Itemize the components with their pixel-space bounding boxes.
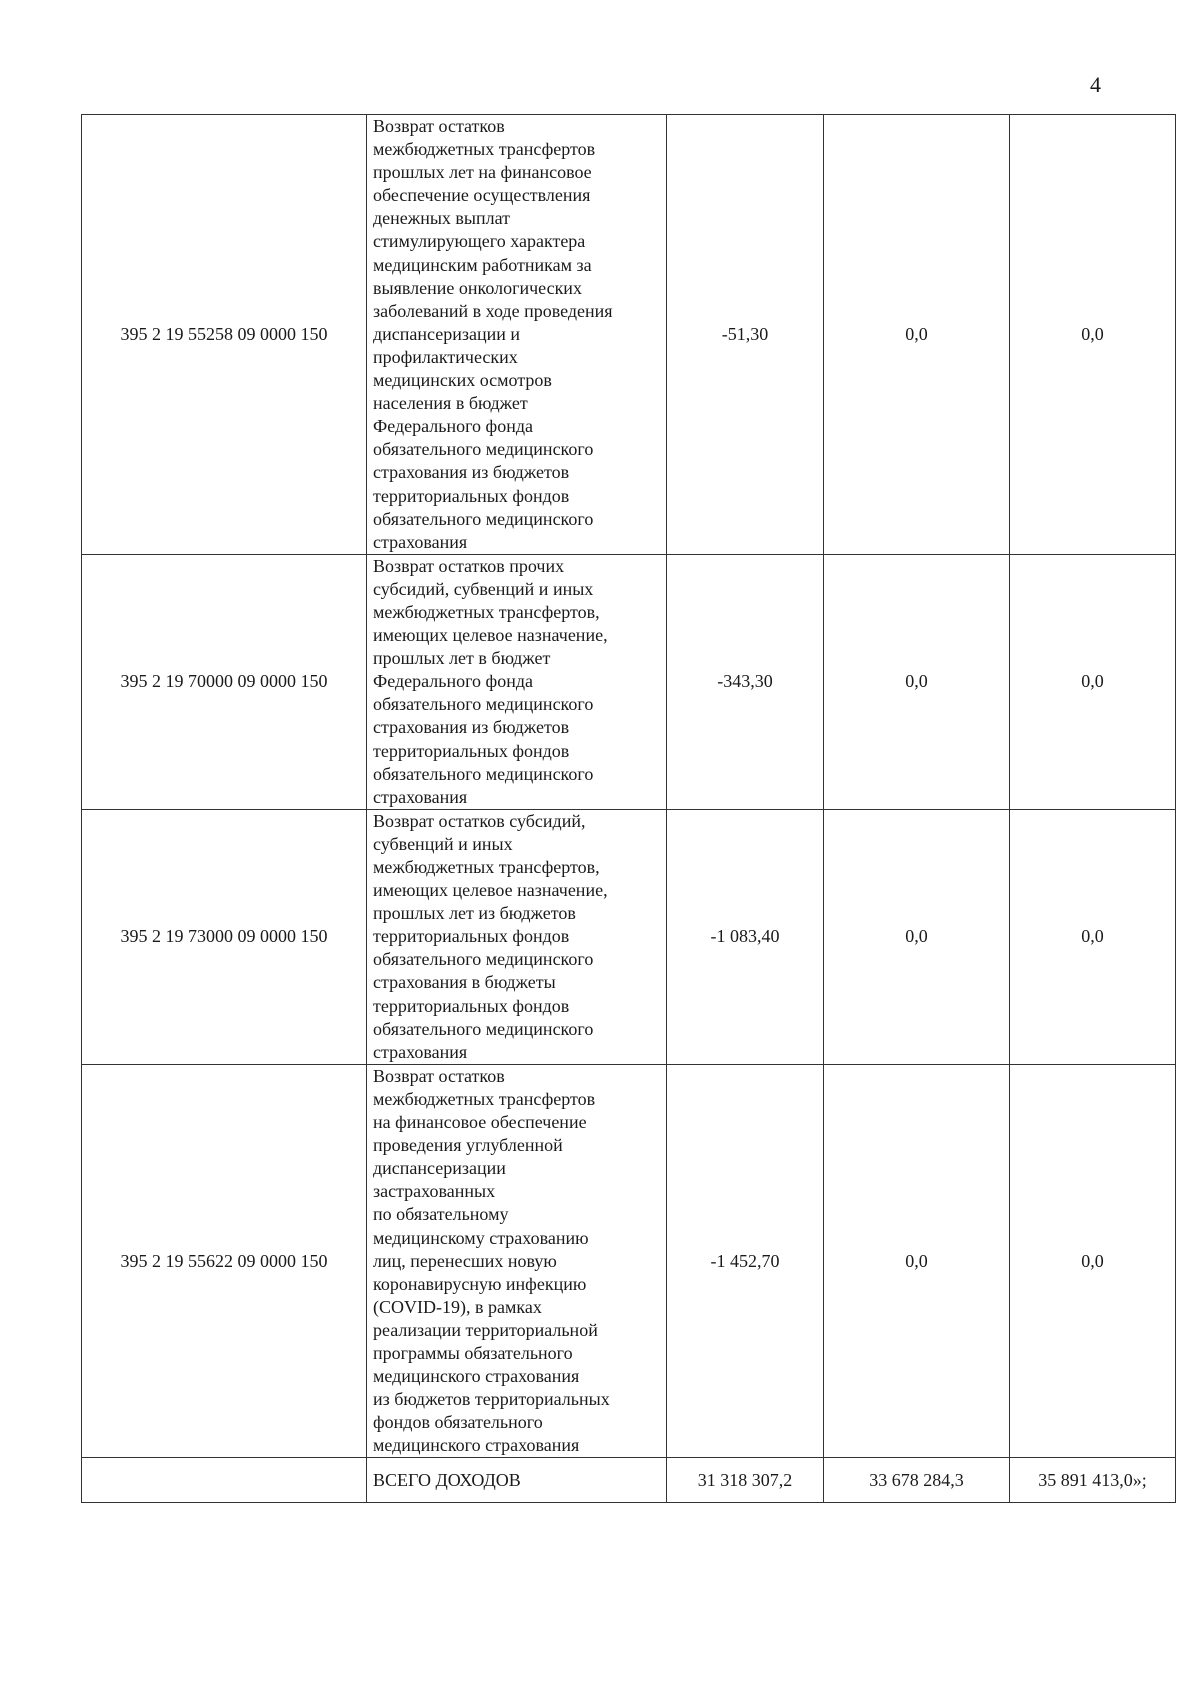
description-line: территориальных фондов	[373, 485, 570, 506]
description-line: проведения углубленной	[373, 1135, 563, 1156]
description-line: обязательного медицинского	[373, 949, 594, 970]
budget-code-cell: 395 2 19 55622 09 0000 150	[82, 1064, 367, 1458]
description-cell	[367, 809, 667, 1064]
description-line: фондов обязательного	[373, 1412, 543, 1433]
year3-amount-cell: 0,0	[1010, 1064, 1176, 1458]
description-line: (COVID-19), в рамках	[373, 1296, 542, 1317]
description-cell	[367, 115, 667, 555]
total-label-cell: ВСЕГО ДОХОДОВ	[367, 1458, 667, 1503]
description-line: межбюджетных трансфертов,	[373, 601, 600, 622]
year1-amount-cell: -1 083,40	[667, 809, 824, 1064]
description-line: прошлых лет на финансовое	[373, 162, 592, 183]
description-line: обязательного медицинского	[373, 1018, 594, 1039]
description-line: программы обязательного	[373, 1342, 573, 1363]
year1-amount-cell: -1 452,70	[667, 1064, 824, 1458]
description-line: профилактических	[373, 346, 518, 367]
description-line: межбюджетных трансфертов,	[373, 857, 600, 877]
description-line: межбюджетных трансфертов	[373, 139, 596, 160]
description-line: страхования	[373, 786, 468, 807]
description-line: диспансеризации и	[373, 323, 520, 344]
revenue-table	[81, 114, 1176, 1503]
description-line: территориальных фондов	[373, 995, 570, 1016]
description-line: по обязательному	[373, 1204, 509, 1225]
description-line: медицинскому страхованию	[373, 1227, 589, 1248]
description-line: имеющих целевое назначение,	[373, 880, 608, 901]
year2-amount-cell: 0,0	[824, 115, 1010, 555]
table-row	[82, 554, 1176, 809]
table-row	[82, 809, 1176, 1064]
description-cell	[367, 1064, 667, 1458]
description-line: обязательного медицинского	[373, 694, 594, 715]
description-line: стимулирующего характера	[373, 231, 586, 252]
description-line: страхования в бюджеты	[373, 972, 556, 993]
description-line: страхования из бюджетов	[373, 462, 570, 483]
description-line: коронавирусную инфекцию	[373, 1273, 587, 1294]
description-cell	[367, 554, 667, 809]
year1-amount-cell: -343,30	[667, 554, 824, 809]
total-row	[82, 1458, 1176, 1503]
description-line: субвенций и иных	[373, 833, 513, 854]
total-year1-cell: 31 318 307,2	[667, 1458, 824, 1503]
revenue-table-body	[82, 115, 1176, 1503]
description-line: прошлых лет в бюджет	[373, 648, 551, 669]
total-year3-cell: 35 891 413,0»;	[1010, 1458, 1176, 1503]
description-line: выявление онкологических	[373, 277, 582, 298]
year3-amount-cell: 0,0	[1010, 554, 1176, 809]
description-line: обязательного медицинского	[373, 508, 594, 529]
total-year2-cell: 33 678 284,3	[824, 1458, 1010, 1503]
description-line: территориальных фондов	[373, 740, 570, 761]
description-line: обеспечение осуществления	[373, 185, 591, 206]
budget-code-cell: 395 2 19 73000 09 0000 150	[82, 809, 367, 1064]
year1-amount-cell: -51,30	[667, 115, 824, 555]
description-line: субсидий, субвенций и иных	[373, 578, 594, 599]
description-line: диспансеризации	[373, 1158, 506, 1179]
description-line: медицинских осмотров	[373, 370, 552, 391]
description-line: страхования из бюджетов	[373, 717, 570, 738]
total-code-cell	[82, 1458, 367, 1503]
description-line: медицинского страхования	[373, 1435, 580, 1456]
description-line: медицинским работникам за	[373, 254, 592, 275]
description-line: территориальных фондов	[373, 926, 570, 947]
description-line: застрахованных	[373, 1181, 496, 1202]
description-line: Возврат остатков	[373, 116, 505, 136]
description-line: страхования	[373, 1041, 468, 1062]
year2-amount-cell: 0,0	[824, 809, 1010, 1064]
year2-amount-cell: 0,0	[824, 554, 1010, 809]
description-line: реализации территориальной	[373, 1319, 598, 1340]
description-line: населения в бюджет	[373, 393, 528, 414]
description-line: Возврат остатков субсидий,	[373, 810, 586, 831]
description-line: на финансовое обеспечение	[373, 1112, 587, 1133]
description-line: Возврат остатков прочих	[373, 555, 565, 576]
budget-code-cell: 395 2 19 70000 09 0000 150	[82, 554, 367, 809]
description-line: обязательного медицинского	[373, 439, 594, 460]
page-number: 4	[1090, 72, 1101, 97]
year3-amount-cell: 0,0	[1010, 809, 1176, 1064]
description-line: Возврат остатков	[373, 1065, 505, 1086]
budget-code-cell: 395 2 19 55258 09 0000 150	[82, 115, 367, 555]
description-line: денежных выплат	[373, 208, 511, 229]
description-line: имеющих целевое назначение,	[373, 625, 608, 646]
description-line: заболеваний в ходе проведения	[373, 300, 613, 321]
description-line: страхования	[373, 531, 468, 552]
year2-amount-cell: 0,0	[824, 1064, 1010, 1458]
description-line: Федерального фонда	[373, 416, 533, 437]
table-row	[82, 1064, 1176, 1458]
description-line: Федерального фонда	[373, 671, 533, 692]
description-line: обязательного медицинского	[373, 763, 594, 784]
year3-amount-cell: 0,0	[1010, 115, 1176, 555]
description-line: медицинского страхования	[373, 1366, 580, 1387]
description-line: из бюджетов территориальных	[373, 1389, 610, 1410]
description-line: лиц, перенесших новую	[373, 1250, 557, 1271]
table-row	[82, 115, 1176, 555]
description-line: прошлых лет из бюджетов	[373, 903, 576, 924]
description-line: межбюджетных трансфертов	[373, 1088, 596, 1109]
